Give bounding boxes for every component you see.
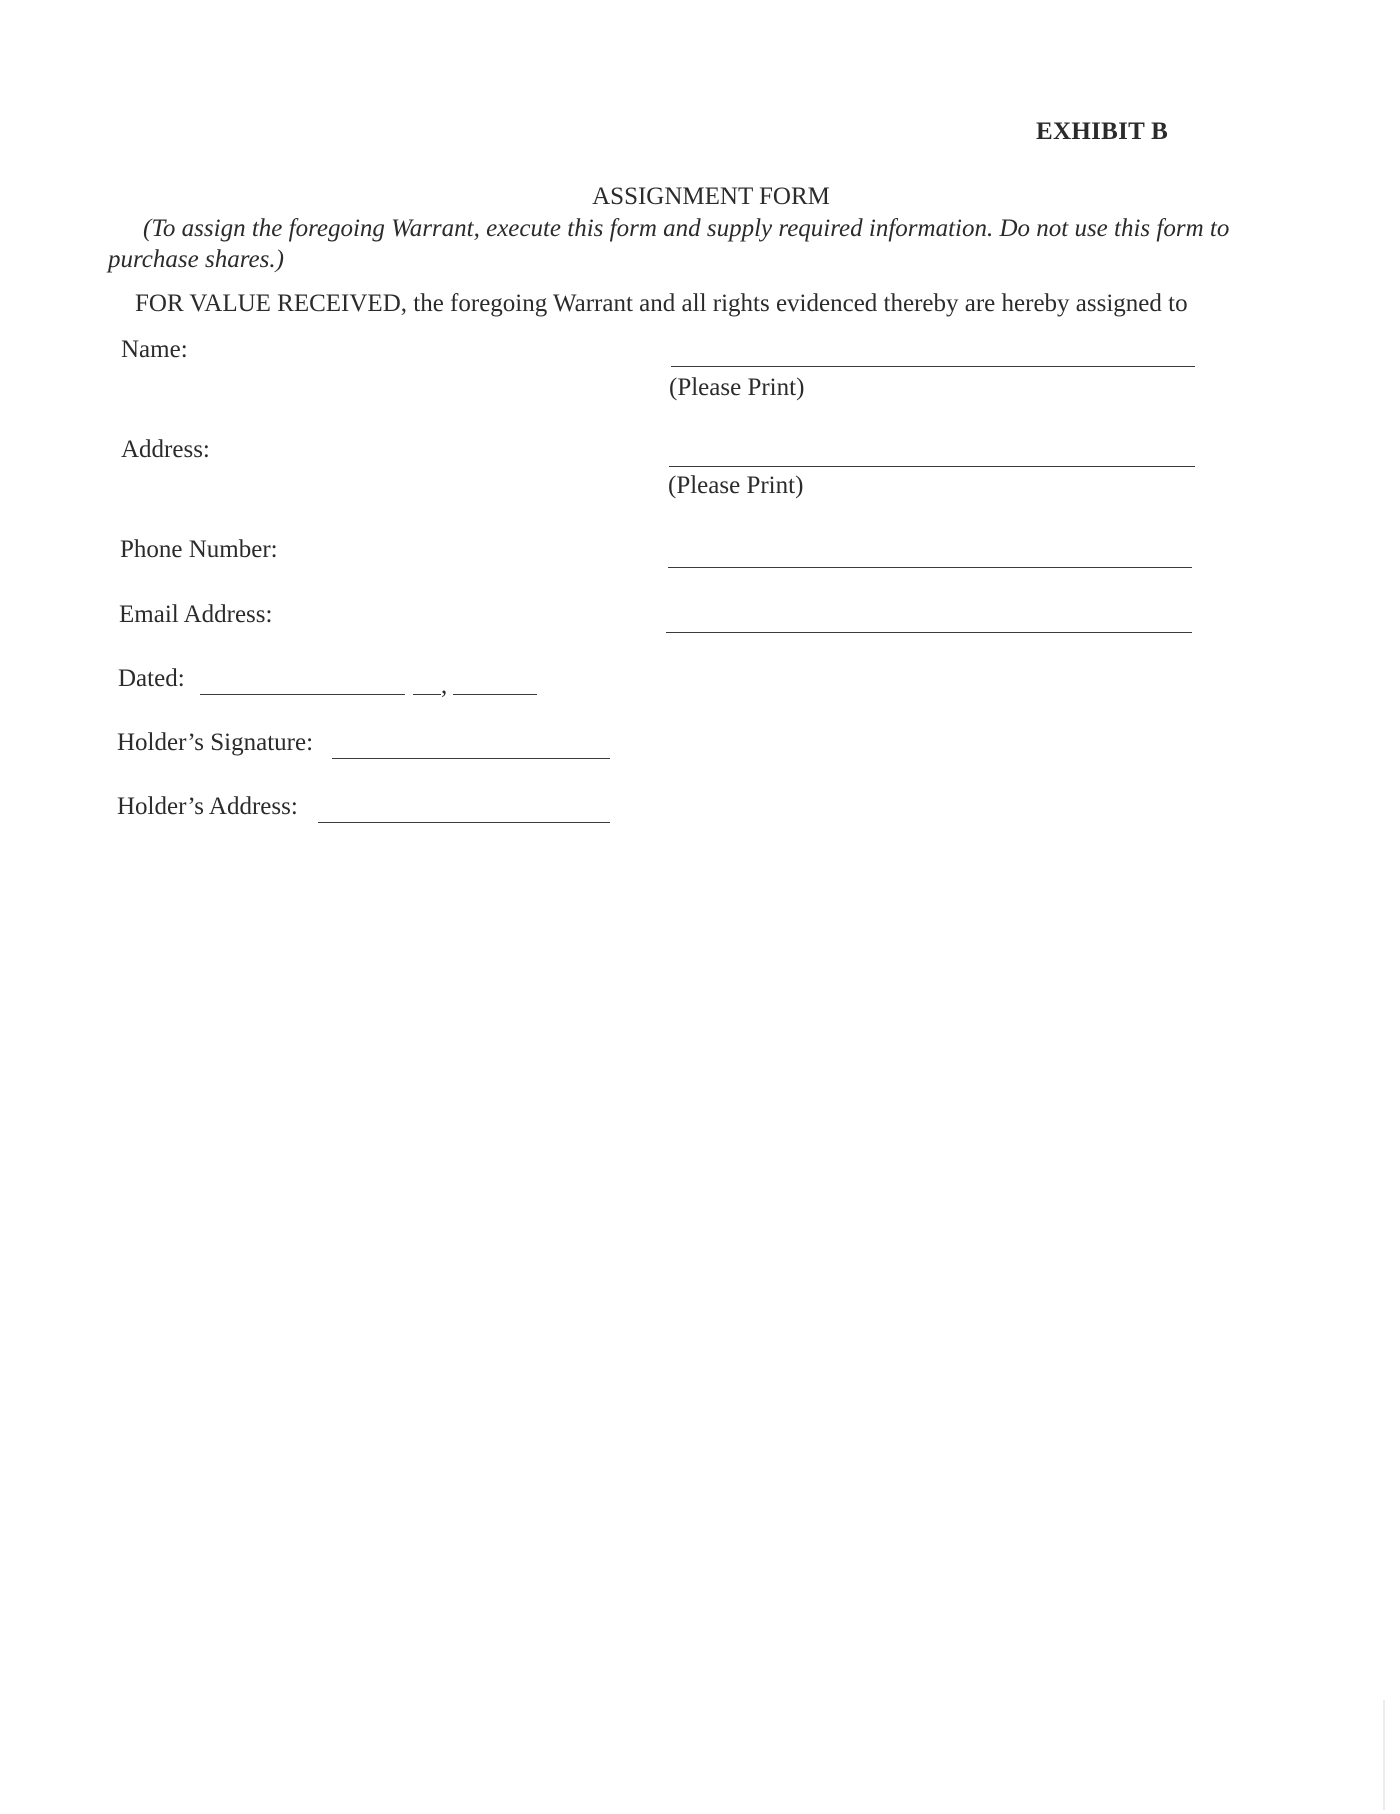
holder-address-label: Holder’s Address: bbox=[117, 793, 298, 820]
phone-number-field[interactable] bbox=[668, 567, 1192, 568]
holder-signature-label: Holder’s Signature: bbox=[117, 729, 314, 756]
dated-year-field[interactable] bbox=[453, 694, 537, 695]
address-label: Address: bbox=[121, 436, 210, 463]
name-label: Name: bbox=[121, 336, 188, 363]
email-address-label: Email Address: bbox=[119, 601, 273, 628]
dated-day-field[interactable] bbox=[413, 694, 441, 695]
holder-address-field[interactable] bbox=[318, 822, 610, 823]
phone-number-label: Phone Number: bbox=[120, 536, 278, 563]
exhibit-label: EXHIBIT B bbox=[1036, 118, 1169, 145]
dated-label: Dated: bbox=[118, 665, 185, 692]
dated-separator: , bbox=[441, 672, 448, 699]
name-field[interactable] bbox=[671, 366, 1195, 367]
address-print-hint: (Please Print) bbox=[668, 472, 804, 499]
name-print-hint: (Please Print) bbox=[669, 374, 805, 401]
assignment-statement: FOR VALUE RECEIVED, the foregoing Warrant and all rights evidenced thereby are hereby assigned to bbox=[135, 290, 1188, 317]
form-title: ASSIGNMENT FORM bbox=[592, 183, 830, 210]
form-instructions: (To assign the foregoing Warrant, execute this form and supply required information. Do not use this form to purchase shares.) bbox=[108, 215, 1230, 273]
scan-edge-mark bbox=[1383, 1700, 1385, 1810]
holder-signature-field[interactable] bbox=[332, 758, 610, 759]
dated-month-day-field[interactable] bbox=[200, 694, 405, 695]
address-field[interactable] bbox=[669, 466, 1195, 467]
email-address-field[interactable] bbox=[666, 632, 1192, 633]
